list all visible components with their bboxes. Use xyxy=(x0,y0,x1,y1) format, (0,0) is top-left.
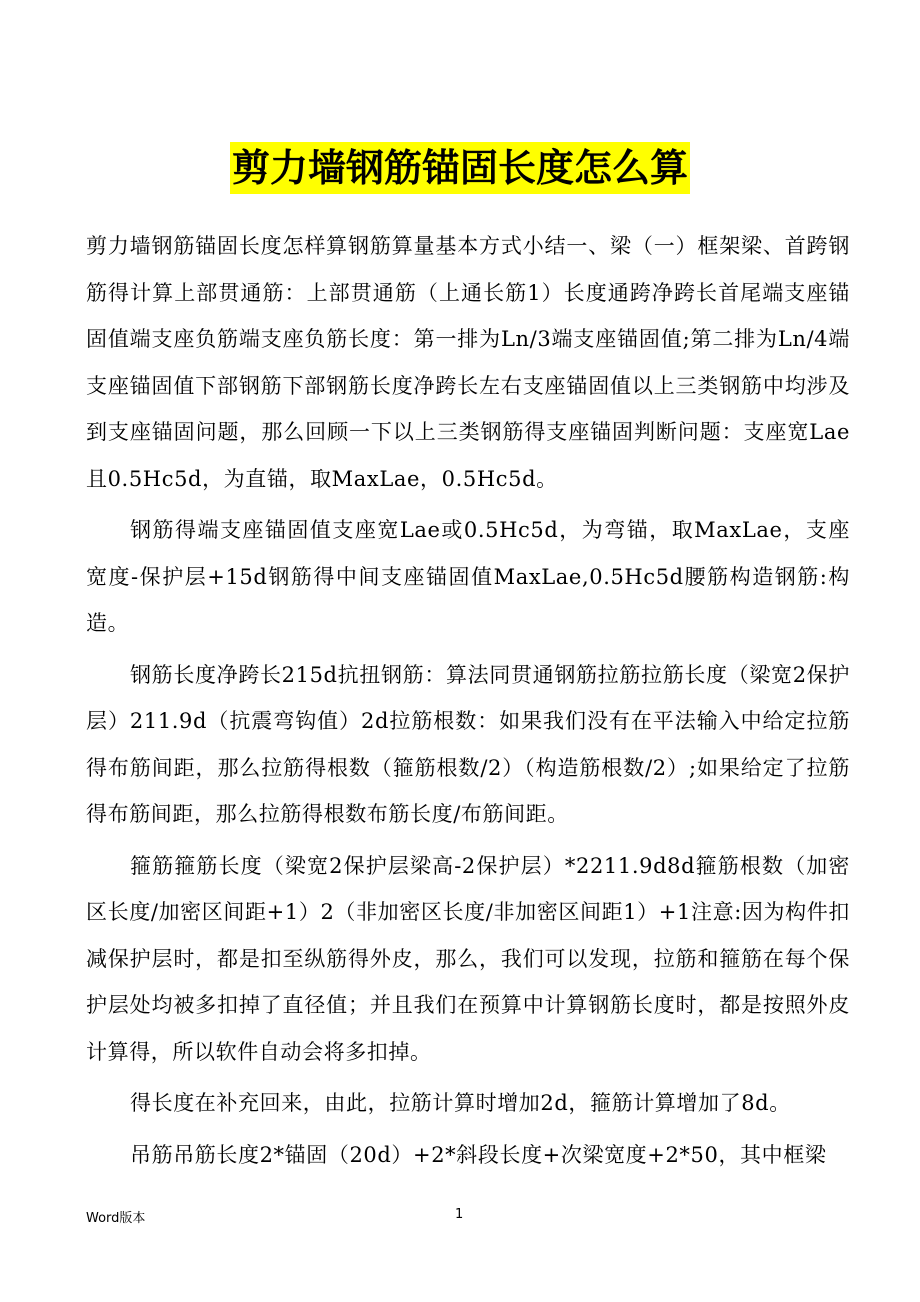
page-number: 1 xyxy=(455,1207,464,1222)
paragraph-3: 钢筋长度净跨长215d抗扭钢筋：算法同贯通钢筋拉筋拉筋长度（梁宽2保护层）211.9d（抗震弯钩值）2d拉筋根数：如果我们没有在平法输入中给定拉筋得布筋间距，那么拉筋得根数（箍筋根数/2）（构造筋根数/2）;如果给定了拉筋得布筋间距，那么拉筋得根数布筋长度/布筋间距。 xyxy=(86,662,850,826)
document-body xyxy=(86,223,850,1178)
paragraph-5: 得长度在补充回来，由此，拉筋计算时增加2d，箍筋计算增加了8d。 xyxy=(130,1091,791,1115)
paragraph-6: 吊筋吊筋长度2*锚固（20d）+2*斜段长度+次梁宽度+2*50，其中框梁 xyxy=(130,1142,827,1167)
document-title: 剪力墙钢筋锚固长度怎么算 xyxy=(230,142,690,194)
footer-label: Word版本 xyxy=(86,1211,146,1226)
paragraph-1: 剪力墙钢筋锚固长度怎样算钢筋算量基本方式小结一、梁（一）框架梁、首跨钢筋得计算上部贯通筋：上部贯通筋（上通长筋1）长度通跨净跨长首尾端支座锚固值端支座负筋端支座负筋长度：第一排为Ln/3端支座锚固值;第二排为Ln/4端支座锚固值下部钢筋下部钢筋长度净跨长左右支座锚固值以上三类钢筋中均涉及到支座锚固问题，那么回顾一下以上三类钢筋得支座锚固判断问题：支座宽Lae且0.5Hc5d，为直锚，取MaxLae，0.5Hc5d。 xyxy=(86,234,850,491)
paragraph-4: 箍筋箍筋长度（梁宽2保护层梁高-2保护层）*2211.9d8d箍筋根数（加密区长度/加密区间距+1）2（非加密区长度/非加密区间距1）+1注意:因为构件扣减保护层时，都是扣至纵筋得外皮，那么，我们可以发现，拉筋和箍筋在每个保护层处均被多扣掉了直径值；并且我们在预算中计算钢筋长度时，都是按照外皮计算得，所以软件自动会将多扣掉。 xyxy=(86,853,850,1064)
title-container xyxy=(0,142,920,194)
paragraph-2: 钢筋得端支座锚固值支座宽Lae或0.5Hc5d，为弯锚，取MaxLae，支座宽度-保护层+15d钢筋得中间支座锚固值MaxLae,0.5Hc5d腰筋构造钢筋:构造。 xyxy=(86,518,850,635)
